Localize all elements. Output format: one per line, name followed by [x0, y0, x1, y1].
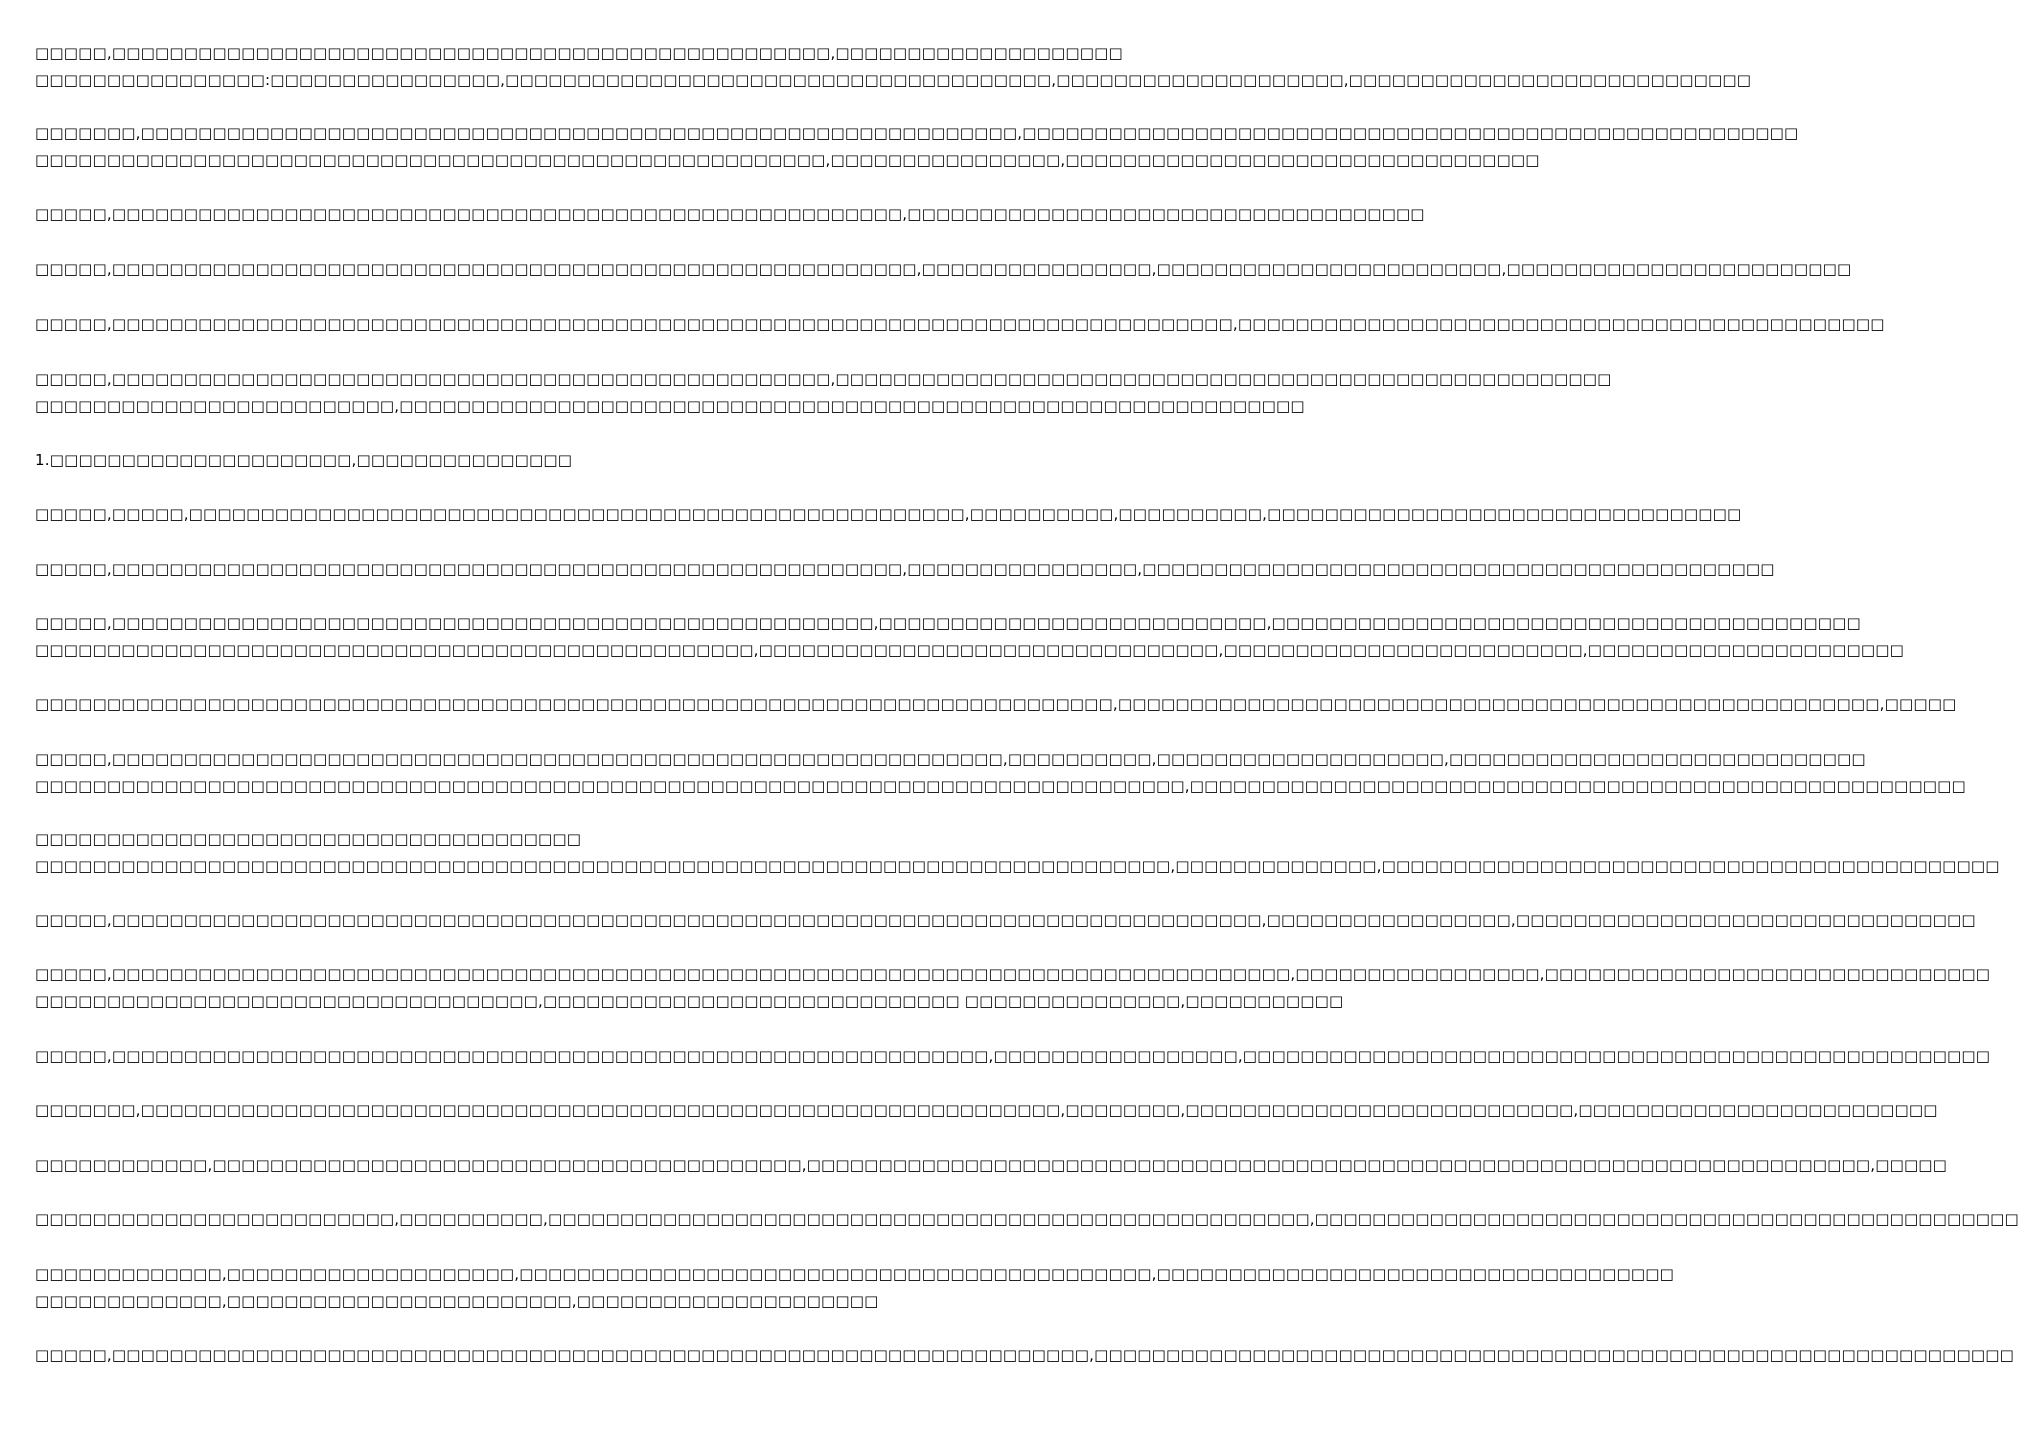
document-page: [35, 0, 2019, 1449]
text-line: □□□□□,□□□□□□□□□□□□□□□□□□□□□□□□□□□□□□□□□□□□□□□□□□□□□□□□□□□□□□□□□□□□□,□□□□□□□□□□□□□□□□□,□□□□□□□□□□□□□□□□□□□□□□□□□□□□□□□□□□□□□□□□□□□□□□□□□□□□: [35, 1047, 1991, 1065]
text-line: □□□□□□□□□□□□□□□□□□□□□□□□□□□□□□□□□□□□□□□□□□□□□□□□□□,□□□□□□□□□□□□□□□□□□□□□□□□□□□□□□□□,□□□□□□□□□□□□□□□□□□□□□□□□□,□□□□□□□□□□□□□□□□□□□□□□: [35, 641, 1904, 659]
text-line: □□□□□□□□□□□□□□□□□□□□□□□□□□□□□□□□□□□□□□□□□□□□□□□□□□□□□□□□□□□□□□□□□□□□□□□□□□□□□□□□,□□□□□□□□□□□□□□□□□□□□□□□□□□□□□□□□□□□□□□□□□□□□□□□□□□□□□□: [35, 777, 1966, 795]
text-line: □□□□□,□□□□□□□□□□□□□□□□□□□□□□□□□□□□□□□□□□□□□□□□□□□□□□□□□□□□□□□□□□□□□□□□□□□□□□□□□□□□□□,□□□□□□□□□□□□□□□□□□□□□□□□□□□□□□□□□□□□□□□□□□□□□: [35, 315, 1885, 333]
text-line: □□□□□□□□□□□□□,□□□□□□□□□□□□□□□□□□□□□□□□,□□□□□□□□□□□□□□□□□□□□□: [35, 1292, 879, 1310]
text-line: □□□□□,□□□□□□□□□□□□□□□□□□□□□□□□□□□□□□□□□□□□□□□□□□□□□□□□□□□□□□□□□□□□□□,□□□□□□□□□□,□□□□□□□□□□□□□□□□□□□□,□□□□□□□□□□□□□□□□□□□□□□□□□□□□□: [35, 750, 1866, 768]
text-line: □□□□□□□□□□□□□□□□□□□□□□□□□□□□□□□□□□□□□□□□□□□□□□□□□□□□□□□□□□□□□□□□□□□□□□□□□□□□□□□,□□□□□□□□□□□□□□,□□□□□□□□□□□□□□□□□□□□□□□□□□□□□□□□□□□□□□□□□□□: [35, 857, 2000, 875]
text-line: □□□□□□□□□□□□□,□□□□□□□□□□□□□□□□□□□□,□□□□□□□□□□□□□□□□□□□□□□□□□□□□□□□□□□□□□□□□□□□□,□□□□□□□□□□□□□□□□□□□□□□□□□□□□□□□□□□□□: [35, 1265, 1674, 1283]
text-line: □□□□□,□□□□□□□□□□□□□□□□□□□□□□□□□□□□□□□□□□□□□□□□□□□□□□□□□□□□□,□□□□□□□□□□□□□□□□□□□□□□□□□□□,□□□□□□□□□□□□□□□□□□□□□□□□□□□□□□□□□□□□□□□□□: [35, 614, 1861, 632]
text-line: □□□□□□□□□□□□□□□□□□□□□□□□□□□□□□□□□□□,□□□□□□□□□□□□□□□□□□□□□□□□□□□□□ □□□□□□□□□□□□□□□,□□□□□□□□□□□: [35, 992, 1344, 1010]
text-line: □□□□□□□□□□□□□□□□□□□□□□□□□□□□□□□□□□□□□□□□□□□□□□□□□□□□□□□,□□□□□□□□□□□□□□□□,□□□□□□□□□□□□□□□□□□□□□□□□□□□□□□□□□: [35, 151, 1540, 169]
text-line: □□□□□,□□□□□□□□□□□□□□□□□□□□□□□□□□□□□□□□□□□□□□□□□□□□□□□□□□□□□□□□,□□□□□□□□□□□□□□□□,□□□□□□□□□□□□□□□□□□□□□□□□,□□□□□□□□□□□□□□□□□□□□□□□□: [35, 260, 1852, 278]
text-line: □□□□□□□□□□□□,□□□□□□□□□□□□□□□□□□□□□□□□□□□□□□□□□□□□□□□□□,□□□□□□□□□□□□□□□□□□□□□□□□□□□□□□□□□□□□□□□□□□□□□□□□□□□□□□□□□□□□□□□□□□□□□□□□□□,□□□□□: [35, 1156, 1948, 1174]
text-line: □□□□□,□□□□□□□□□□□□□□□□□□□□□□□□□□□□□□□□□□□□□□□□□□□□□□□□□□□□□□□□□□□□□□□□□□□□□□□□□□□□□□□□□□,□□□□□□□□□□□□□□□□□,□□□□□□□□□□□□□□□□□□□□□□□□□□□□□□□: [35, 965, 1991, 983]
text-line: □□□□□□□□□□□□□□□□□□□□□□□□□,□□□□□□□□□□,□□□□□□□□□□□□□□□□□□□□□□□□□□□□□□□□□□□□□□□□□□□□□□□□□□□□□,□□□□□□□□□□□□□□□□□□□□□□□□□□□□□□□□□□□□□□□□□□□□□□□□□: [35, 1210, 2019, 1228]
text-line: □□□□□□□,□□□□□□□□□□□□□□□□□□□□□□□□□□□□□□□□□□□□□□□□□□□□□□□□□□□□□□□□□□□□□□□□,□□□□□□□□,□□□□□□□□□□□□□□□□□□□□□□□□□□□,□□□□□□□□□□□□□□□□□□□□□□□□□: [35, 1101, 1938, 1119]
text-line: □□□□□□□□□□□□□□□□□□□□□□□□□□□□□□□□□□□□□□□□□□□□□□□□□□□□□□□□□□□□□□□□□□□□□□□□□□□,□□□□□□□□□□□□□□□□□□□□□□□□□□□□□□□□□□□□□□□□□□□□□□□□□□□□□,□□□□□: [35, 695, 1957, 713]
text-line: □□□□□,□□□□□□□□□□□□□□□□□□□□□□□□□□□□□□□□□□□□□□□□□□□□□□□□□□□□□□□□□□□□□□□□□□□□□□□□□□□□□□□□,□□□□□□□□□□□□□□□□□,□□□□□□□□□□□□□□□□□□□□□□□□□□□□□□□□: [35, 911, 1976, 929]
text-line: □□□□□,□□□□□□□□□□□□□□□□□□□□□□□□□□□□□□□□□□□□□□□□□□□□□□□□□□□□□□□□□□□□□□□□□□□□,□□□□□□□□□□□□□□□□□□□□□□□□□□□□□□□□□□□□□□□□□□□□□□□□□□□□□□□□□□□□□□□□: [35, 1346, 2014, 1364]
text-line: □□□□□,□□□□□□□□□□□□□□□□□□□□□□□□□□□□□□□□□□□□□□□□□□□□□□□□□□□□□□□,□□□□□□□□□□□□□□□□,□□□□□□□□□□□□□□□□□□□□□□□□□□□□□□□□□□□□□□□□□□□□: [35, 560, 1775, 578]
text-line: □□□□□,□□□□□□□□□□□□□□□□□□□□□□□□□□□□□□□□□□□□□□□□□□□□□□□□□□,□□□□□□□□□□□□□□□□□□□□□□□□□□□□□□□□□□□□□□□□□□□□□□□□□□□□□□: [35, 370, 1612, 388]
text-line: □□□□□,□□□□□□□□□□□□□□□□□□□□□□□□□□□□□□□□□□□□□□□□□□□□□□□□□□,□□□□□□□□□□□□□□□□□□□□: [35, 44, 1123, 62]
text-line: □□□□□,□□□□□□□□□□□□□□□□□□□□□□□□□□□□□□□□□□□□□□□□□□□□□□□□□□□□□□□,□□□□□□□□□□□□□□□□□□□□□□□□□□□□□□□□□□□□: [35, 205, 1425, 223]
text-line: □□□□□□□□□□□□□□□□□□□□□□□□□□□□□□□□□□□□□□: [35, 830, 582, 848]
text-line: □□□□□,□□□□□,□□□□□□□□□□□□□□□□□□□□□□□□□□□□□□□□□□□□□□□□□□□□□□□□□□□□□□,□□□□□□□□□□,□□□□□□□□□□,□□□□□□□□□□□□□□□□□□□□□□□□□□□□□□□□□: [35, 505, 1742, 523]
text-line: □□□□□□□□□□□□□□□□:□□□□□□□□□□□□□□□□,□□□□□□□□□□□□□□□□□□□□□□□□□□□□□□□□□□□□□□,□□□□□□□□□□□□□□□□□□□□,□□□□□□□□□□□□□□□□□□□□□□□□□□□□: [35, 71, 1752, 89]
text-line: 1.□□□□□□□□□□□□□□□□□□□□□,□□□□□□□□□□□□□□□: [35, 451, 573, 469]
text-line: □□□□□□□□□□□□□□□□□□□□□□□□□,□□□□□□□□□□□□□□□□□□□□□□□□□□□□□□□□□□□□□□□□□□□□□□□□□□□□□□□□□□□□□□□: [35, 397, 1305, 415]
text-line: □□□□□□□,□□□□□□□□□□□□□□□□□□□□□□□□□□□□□□□□□□□□□□□□□□□□□□□□□□□□□□□□□□□□□,□□□□□□□□□□□□□□□□□□□□□□□□□□□□□□□□□□□□□□□□□□□□□□□□□□□□□□: [35, 124, 1799, 142]
